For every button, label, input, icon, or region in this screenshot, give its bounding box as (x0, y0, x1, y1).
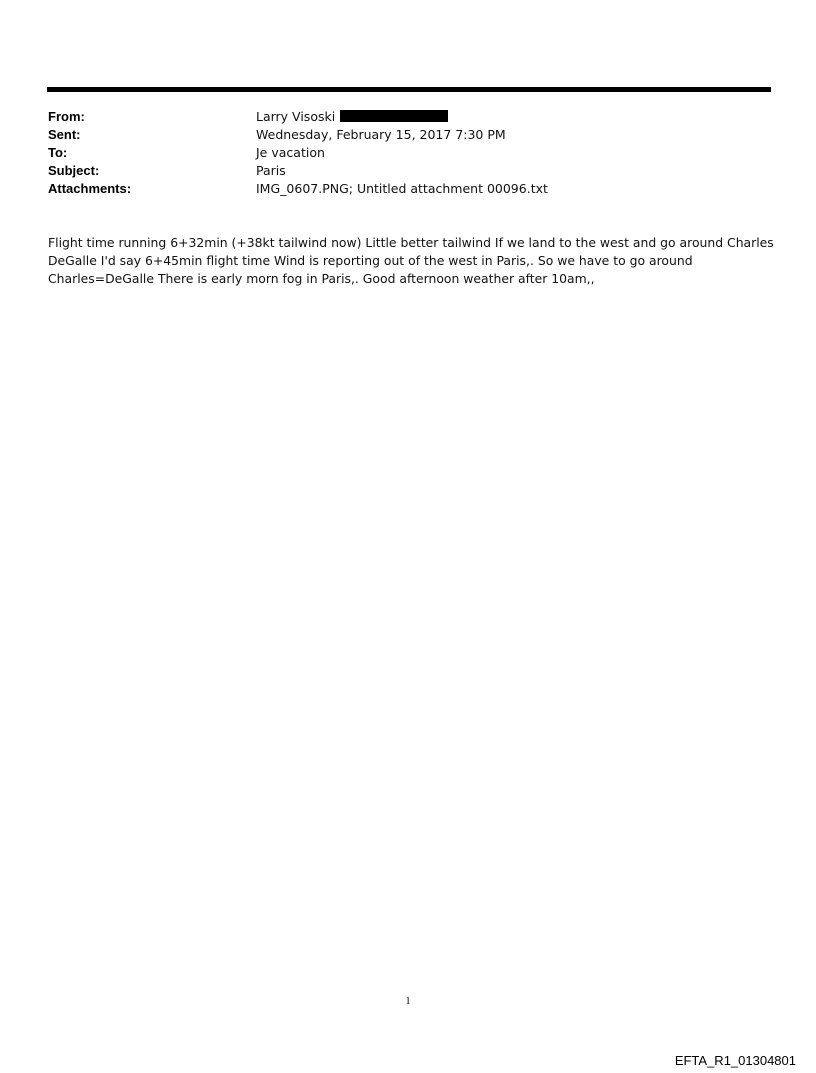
to-row (48, 144, 768, 162)
from-value (256, 108, 448, 126)
subject-label: Subject: (48, 163, 100, 178)
document-id: EFTA_R1_01304801 (674, 1053, 796, 1068)
attachments-value: IMG_0607.PNG; Untitled attachment 00096.txt (256, 181, 548, 196)
attachments-label: Attachments: (48, 181, 132, 196)
sent-row (48, 126, 768, 144)
subject-value: Paris (256, 163, 286, 178)
subject-row (48, 162, 768, 180)
redaction-block (340, 110, 448, 122)
from-label: From: (48, 109, 85, 124)
email-body: Flight time running 6+32min (+38kt tailwind now) Little better tailwind If we land to the west and go around Charles DeGalle I'd say 6+45min flight time Wind is reporting out of the west in Paris,. So we have to go around Charles=DeGalle There is early morn fog in Paris,. Good afternoon weather after 10am,, (48, 235, 774, 286)
header-divider (47, 87, 771, 92)
sent-label: Sent: (48, 127, 81, 142)
from-row (48, 108, 768, 126)
to-label: To: (48, 145, 68, 160)
to-value: Je vacation (256, 145, 325, 160)
page-number: 1 (405, 996, 411, 1007)
email-header (48, 108, 768, 198)
sent-value: Wednesday, February 15, 2017 7:30 PM (256, 127, 506, 142)
sender-name: Larry Visoski (256, 109, 336, 124)
attachments-row (48, 180, 768, 198)
